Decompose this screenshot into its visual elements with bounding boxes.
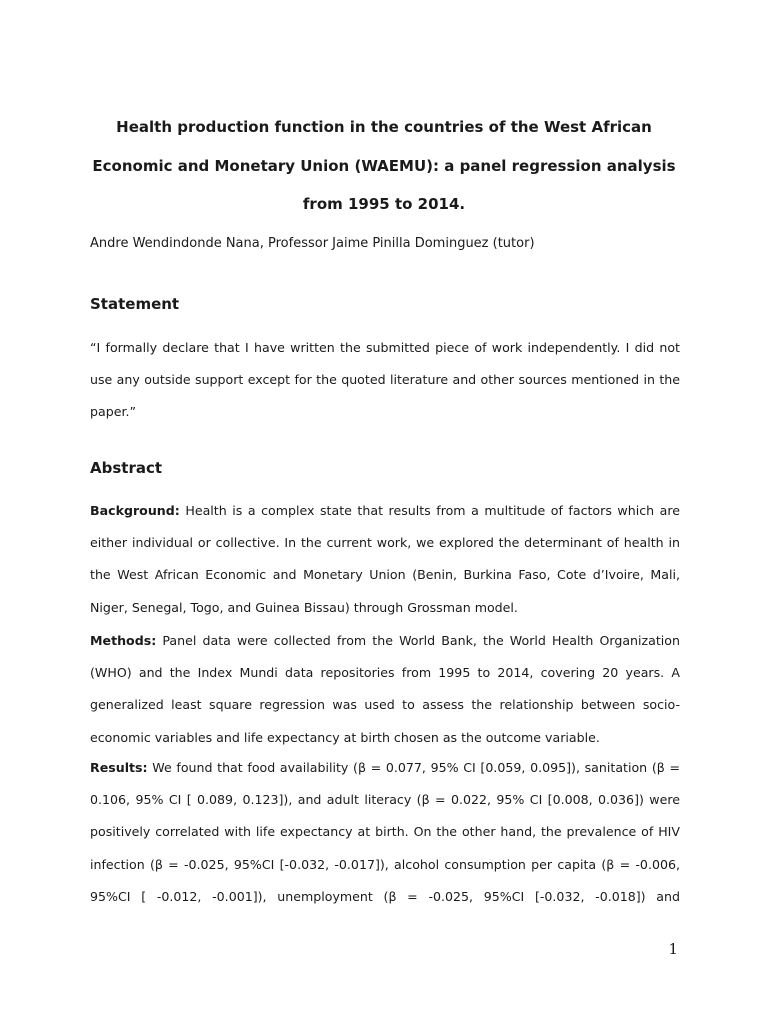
text-line: Niger, Senegal, Togo, and Guinea Bissau) through Grossman model. (90, 599, 518, 615)
background-label: Background: (90, 503, 180, 518)
results-text: We found that food availability (β = 0.077, 95% CI [0.059, 0.095]), sanitation (β = (152, 760, 680, 775)
text-line: the West African Economic and Monetary Union (Benin, Burkina Faso, Cote d’Ivoire, Mali, (90, 567, 680, 583)
statement-paragraph (90, 332, 680, 429)
text-line: paper.” (90, 404, 137, 420)
title-line: from 1995 to 2014. (302, 195, 466, 213)
author-list: Andre Wendindonde Nana, Professor Jaime Pinilla Dominguez (tutor) (90, 236, 535, 251)
page-number: 1 (668, 940, 678, 958)
results-label: Results: (90, 760, 148, 775)
text-line: “I formally declare that I have written the submitted piece of work independently. I did not (90, 340, 680, 355)
paper-title (80, 108, 688, 224)
text-line: (WHO) and the Index Mundi data repositories from 1995 to 2014, covering 20 years. A (90, 665, 680, 681)
text-line (90, 752, 680, 784)
text-line: 0.106, 95% CI [ 0.089, 0.123]), and adult literacy (β = 0.022, 95% CI [0.008, 0.036]) were (90, 792, 680, 808)
methods-paragraph (90, 625, 680, 754)
methods-label: Methods: (90, 633, 157, 648)
results-paragraph (90, 752, 680, 913)
text-line: 95%CI [ -0.012, -0.001]), unemployment (β = -0.025, 95%CI [-0.032, -0.018]) and (90, 888, 680, 904)
abstract-heading: Abstract (90, 459, 163, 477)
background-paragraph (90, 495, 680, 624)
title-line: Health production function in the countries of the West African (116, 118, 652, 136)
title-line: Economic and Monetary Union (WAEMU): a panel regression analysis (92, 156, 676, 175)
text-line: use any outside support except for the quoted literature and other sources mentioned in the (90, 372, 680, 388)
statement-heading: Statement (90, 295, 180, 313)
text-line (90, 625, 680, 657)
background-text: Health is a complex state that results from a multitude of factors which are (185, 503, 680, 518)
text-line: either individual or collective. In the current work, we explored the determinant of health in (90, 535, 680, 551)
text-line: economic variables and life expectancy at birth chosen as the outcome variable. (90, 729, 600, 745)
text-line: infection (β = -0.025, 95%CI [-0.032, -0.017]), alcohol consumption per capita (β = -0.006, (90, 856, 680, 872)
text-line: positively correlated with life expectancy at birth. On the other hand, the prevalence of HIV (90, 824, 680, 840)
text-line (90, 495, 680, 527)
methods-text: Panel data were collected from the World Bank, the World Health Organization (162, 633, 680, 648)
text-line: generalized least square regression was used to assess the relationship between socio- (90, 697, 680, 713)
